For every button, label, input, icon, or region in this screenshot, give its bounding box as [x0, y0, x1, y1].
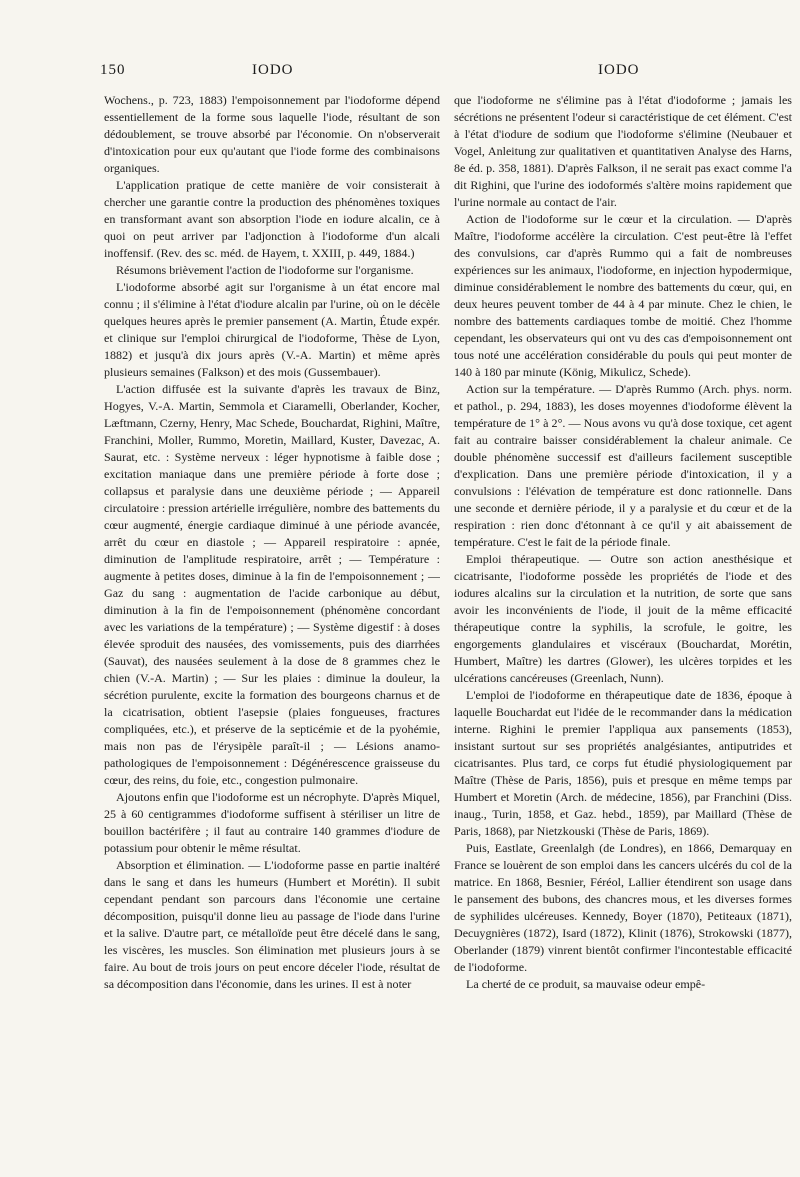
paragraph: L'application pratique de cette manière de voir consisterait à chercher une garantie contre la production des phénomènes toxiques en transformant avant son absorption l'iode en iodure alcalin, ce à quoi on peut arriver par l'adjonction à l'iodoforme d'un alcali inoffensif. (Rev. des sc. méd. de Hayem, t. XXIII, p. 449, 1884.) [104, 178, 440, 260]
left-column [104, 92, 440, 1162]
paragraph: Action sur la température. — D'après Rummo (Arch. phys. norm. et pathol., p. 294, 1883), les doses moyennes d'iodoforme élèvent la température de 1° à 2°. — Nous avons vu qu'à dose toxique, cet agent fait au contraire baisser considérablement la chaleur animale. Ce double phénomène successif est d'ailleurs facilement susceptible d'explication. Dans une première période d'intoxication, il y a convulsions : l'élévation de température est donc rationnelle. Dans une seconde et dernière période, il y a paralysie et du cœur et de la respiration : rien donc d'étonnant à ce qu'il y ait abaissement de température. C'est le fait de la période finale. [454, 382, 792, 549]
paragraph: Ajoutons enfin que l'iodoforme est un nécrophyte. D'après Miquel, 25 à 60 centigrammes d'iodoforme suffisent à stériliser un litre de bouillon bactérifère ; il faut au contraire 140 grammes d'iodure de potassium pour obtenir le même résultat. [104, 790, 440, 855]
running-header [0, 62, 800, 82]
paragraph: que l'iodoforme ne s'élimine pas à l'état d'iodoforme ; jamais les sécrétions ne présentent l'odeur si caractéristique de cet élément. C'est à l'état d'iodure de sodium que l'iodoforme s'élimine (Neubauer et Vogel, Anleitung zur qualitativen et quantitativen Analyse des Harns, 8e éd. p. 358, 1881). D'après Falkson, il ne serait pas exact comme l'a dit Righini, que l'urine des iodoformés s'altère moins rapidement que l'urine normale au contact de l'air. [454, 93, 792, 209]
right-column [454, 92, 792, 1162]
running-head-left: IODO [252, 62, 294, 78]
running-head-right: IODO [598, 62, 640, 78]
paragraph: L'emploi de l'iodoforme en thérapeutique date de 1836, époque à laquelle Bouchardat eut l'idée de le recommander dans la médication interne. Righini le premier l'appliqua aux pansements (1853), insistant surtout sur ses propriétés analgésiantes, antiputrides et cicatrisantes. Plus tard, ce corps fut étudié physiologiquement par Maître (Thèse de Paris, 1856), puis et presque en même temps par Humbert et Moretin (Arch. de médecine, 1856), par Franchini (Diss. inaug., Turin, 1858, et Gaz. hebd., 1859), par Maillard (Thèse de Paris, 1868), par Nietzkouski (Thèse de Paris, 1869). [454, 688, 792, 838]
page-number: 150 [100, 62, 126, 78]
paragraph: Wochens., p. 723, 1883) l'empoisonnement par l'iodoforme dépend essentiellement de la forme sous laquelle l'iode, résultant de son dédoublement, se trouve absorbé par l'économie. On n'observerait d'intoxication pour eux qu'autant que l'iode forme des combinaisons organiques. [104, 93, 440, 175]
paragraph: Action de l'iodoforme sur le cœur et la circulation. — D'après Maître, l'iodoforme accélère la circulation. C'est peut-être là l'effet des convulsions, car d'après Rummo qui a fait de nombreuses expériences sur les animaux, l'iodoforme, en injection hypodermique, diminue considérablement le nombre des battements du cœur, qui, en deux heures peuvent tomber de 44 à 4 par minute. Chez le chien, le nombre des battements cardiaques tombe de moitié. Chez l'homme cependant, les observateurs qui ont vu des cas d'empoisonnement ont tous noté une accélération considérable du pouls qui peut monter de 140 à 180 par minute (König, Mikulicz, Schede). [454, 212, 792, 379]
paragraph: Résumons brièvement l'action de l'iodoforme sur l'organisme. [116, 263, 414, 277]
paragraph: L'action diffusée est la suivante d'après les travaux de Binz, Hogyes, V.-A. Martin, Semmola et Ciaramelli, Oberlander, Kocher, Læftmann, Czerny, Henry, Mac Schede, Bouchardat, Righini, Maître, Franchini, Moller, Rummo, Moretin, Maillard, Kuster, Davezac, A. Saurat, etc. : Système nerveux : léger hypnotisme à faible dose ; excitation maniaque dans une première période à forte dose ; collapsus et paralysie dans une deuxième période ; — Appareil circulatoire : pression artérielle irrégulière, nombre des battements du cœur augmenté, énergie cardiaque diminué à une période avancée, arrêt du cœur en diastole ; — Appareil respiratoire : apnée, diminution de l'amplitude respiratoire, arrêt ; — Température : augmente à petites doses, diminue à la fin de l'empoisonnement ; — Gaz du sang : augmentation de l'acide carbonique au début, diminution à la fin de l'empoisonnement (phénomène concordant avec les variations de la température) ; — Système digestif : à doses élevée sproduit des nausées, des vomissements, puis des diarrhées (Sauvat), des nausées seulement à la dose de 8 grammes chez le chien (V.-A. Martin) ; — Sur les plaies : diminue la douleur, la sécrétion purulente, excite la formation des bourgeons charnus et de la cicatrisation, obtient l'asepsie (plaies fongueuses, fractures compliquées, etc.), et préserve de la septicémie et de la pyohémie, mais non pas de l'érysipèle paraît-il ; — Lésions anamo-pathologiques de l'empoisonnement : Dégénérescence graisseuse du cœur, des reins, du foie, etc., congestion pulmonaire. [104, 382, 440, 787]
paragraph: Emploi thérapeutique. — Outre son action anesthésique et cicatrisante, l'iodoforme possède les propriétés de l'iode et des iodures alcalins sur la circulation et la nutrition, de sorte que sans avoir les inconvénients de l'iode, il jouit de la même efficacité thérapeutique contre la syphilis, la scrofule, le goitre, les engorgements glandulaires et viscéraux (Bouchardat, Morétin, Humbert, Maître) les dartres (Glower), les ulcères torpides et les ulcérations cancéreuses (Greenlach, Nunn). [454, 552, 792, 685]
paragraph: Absorption et élimination. — L'iodoforme passe en partie inaltéré dans le sang et dans les humeurs (Humbert et Morétin). Il subit cependant pendant son parcours dans l'économie une certaine décomposition, puisqu'il donne lieu au passage de l'iode dans l'urine et la salive. D'autre part, ce métalloïde peut être décelé dans le sang, les viscères, les muscles. Son élimination met plusieurs jours à se faire. Au bout de trois jours on peut encore déceler l'iode, résultat de sa décomposition dans l'économie, dans les urines. Il est à noter [104, 858, 440, 991]
paragraph: La cherté de ce produit, sa mauvaise odeur empê- [466, 977, 706, 991]
paragraph: L'iodoforme absorbé agit sur l'organisme à un état encore mal connu ; il s'élimine à l'état d'iodure alcalin par l'urine, où on le décèle quelques heures après le premier pansement (A. Martin, Étude expér. et clinique sur l'emploi chirurgical de l'iodoforme, Thèse de Lyon, 1882) et jusqu'à dix jours après (V.-A. Martin) et même après plusieurs semaines (Falkson) et des mois (Gussembauer). [104, 280, 440, 379]
paragraph: Puis, Eastlate, Greenlalgh (de Londres), en 1866, Demarquay en France se louèrent de son emploi dans les cancers ulcérés du col de la matrice. En 1868, Besnier, Féréol, Lallier étendirent son usage dans le pansement des bubons, des chancres mous, et les diverses formes de syphilides ulcéreuses. Kennedy, Boyer (1870), Petiteaux (1871), Decuygnières (1872), Isard (1872), Klinit (1876), Strokowski (1877), Oberlander (1879) vinrent bientôt confirmer l'incontestable efficacité de l'iodoforme. [454, 841, 792, 974]
